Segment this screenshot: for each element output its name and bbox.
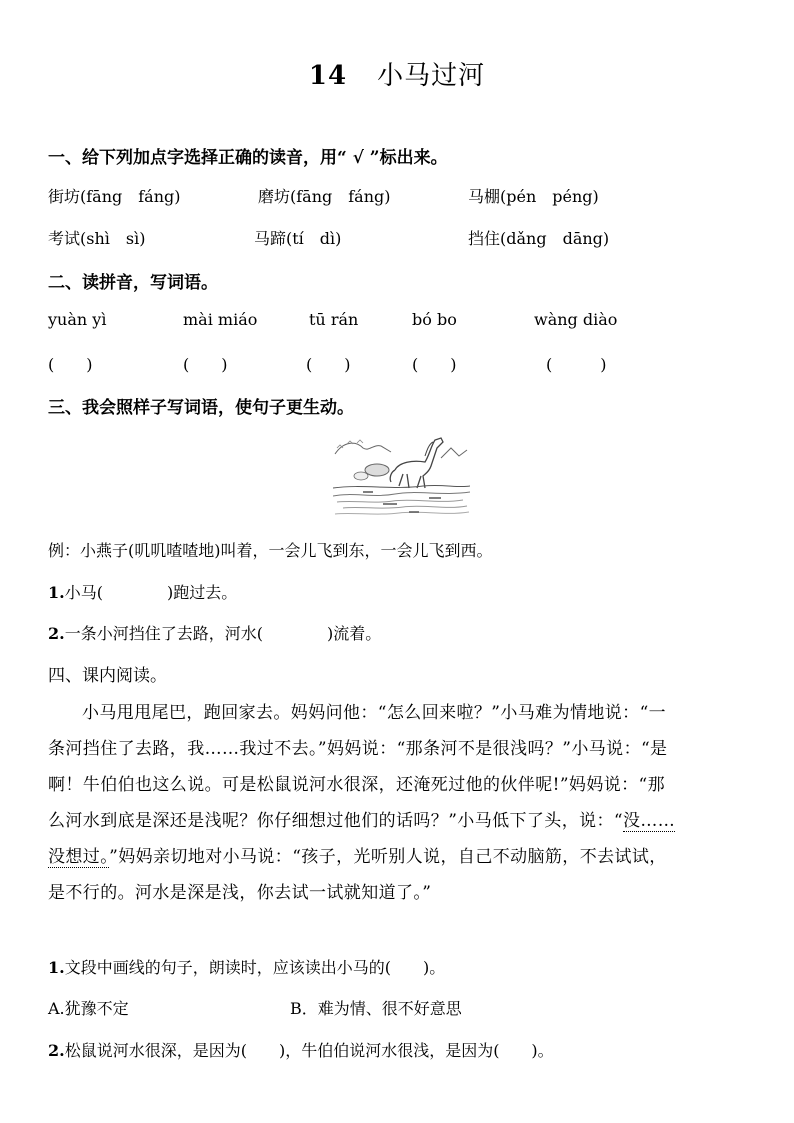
horse-river-illustration (333, 432, 470, 518)
underlined-sentence: 没想过。 (48, 847, 110, 867)
question-text: 松鼠说河水很深，是因为( )，牛伯伯说河水很浅，是因为( )。 (64, 1041, 554, 1060)
reading-passage (48, 695, 748, 911)
section1-heading: 一、给下列加点字选择正确的读音，用“ √ ”标出来。 (48, 148, 448, 168)
pinyin-3: tū rán (309, 310, 359, 329)
section3-heading: 三、我会照样子写词语，使句子更生动。 (48, 398, 354, 418)
passage-line (48, 803, 748, 839)
page-title (0, 55, 794, 92)
blank-1[interactable]: ( ) (48, 355, 93, 374)
question-text: 文段中画线的句子，朗读时，应该读出小马的( )。 (64, 958, 446, 977)
section4-heading: 四、课内阅读。 (48, 666, 167, 686)
pinyin-4: bó bo (412, 310, 457, 329)
underlined-sentence: 没…… (622, 811, 676, 831)
question-text: 一条小河挡住了去路，河水( )流着。 (64, 624, 382, 643)
passage-line: 条河挡住了去路，我……我过不去。”妈妈说：“那条河不是很浅吗？”小马说：“是 (48, 739, 668, 759)
item-mapeng: 马棚(pén péng) (468, 187, 599, 206)
question-number: 1. (48, 958, 65, 977)
item-kaoshi: 考试(shì sì) (48, 229, 146, 248)
blank-2[interactable]: ( ) (183, 355, 228, 374)
passage-line: 小马甩甩尾巴，跑回家去。妈妈问他：“怎么回来啦？”小马难为情地说：“一 (82, 703, 667, 723)
pinyin-5: wàng diào (534, 310, 618, 329)
section2-heading: 二、读拼音，写词语。 (48, 273, 218, 293)
passage-text: ”妈妈亲切地对小马说：“孩子，光听别人说，自己不动脑筋，不去试试， (109, 847, 667, 867)
passage-line (48, 839, 748, 875)
pinyin-1: yuàn yì (48, 310, 107, 329)
question-number: 2. (48, 624, 65, 643)
blank-4[interactable]: ( ) (412, 355, 457, 374)
blank-3[interactable]: ( ) (306, 355, 351, 374)
section4-question-1 (48, 955, 445, 978)
item-dangzhu: 挡住(dǎng dāng) (468, 229, 610, 248)
passage-line: 啊！牛伯伯也这么说。可是松鼠说河水很深，还淹死过他的伙伴呢!”妈妈说：“那 (48, 775, 666, 795)
pinyin-2: mài miáo (183, 310, 258, 329)
item-mofang: 磨坊(fāng fáng) (258, 187, 391, 206)
passage-line: 是不行的。河水是深是浅，你去试一试就知道了。” (48, 883, 432, 903)
item-mati: 马蹄(tí dì) (254, 229, 342, 248)
passage-text: 么河水到底是深还是浅呢？你仔细想过他们的话吗？”小马低下了头，说：“ (48, 811, 623, 831)
section3-question-2 (48, 621, 381, 644)
section3-question-1 (48, 580, 237, 603)
question-number: 2. (48, 1041, 65, 1060)
question-text: 小马( )跑过去。 (64, 583, 238, 602)
question-number: 1. (48, 583, 65, 602)
blank-5[interactable]: ( ) (546, 355, 607, 374)
lesson-number: 14 (308, 61, 348, 91)
example-sentence: 例：小燕子(叽叽喳喳地)叫着，一会儿飞到东，一会儿飞到西。 (48, 541, 493, 560)
item-jiefang: 街坊(fāng fáng) (48, 187, 181, 206)
option-b[interactable]: B．难为情、很不好意思 (290, 999, 462, 1018)
option-a[interactable]: A.犹豫不定 (48, 999, 129, 1018)
section4-question-2 (48, 1038, 554, 1061)
lesson-title: 小马过河 (377, 61, 486, 91)
